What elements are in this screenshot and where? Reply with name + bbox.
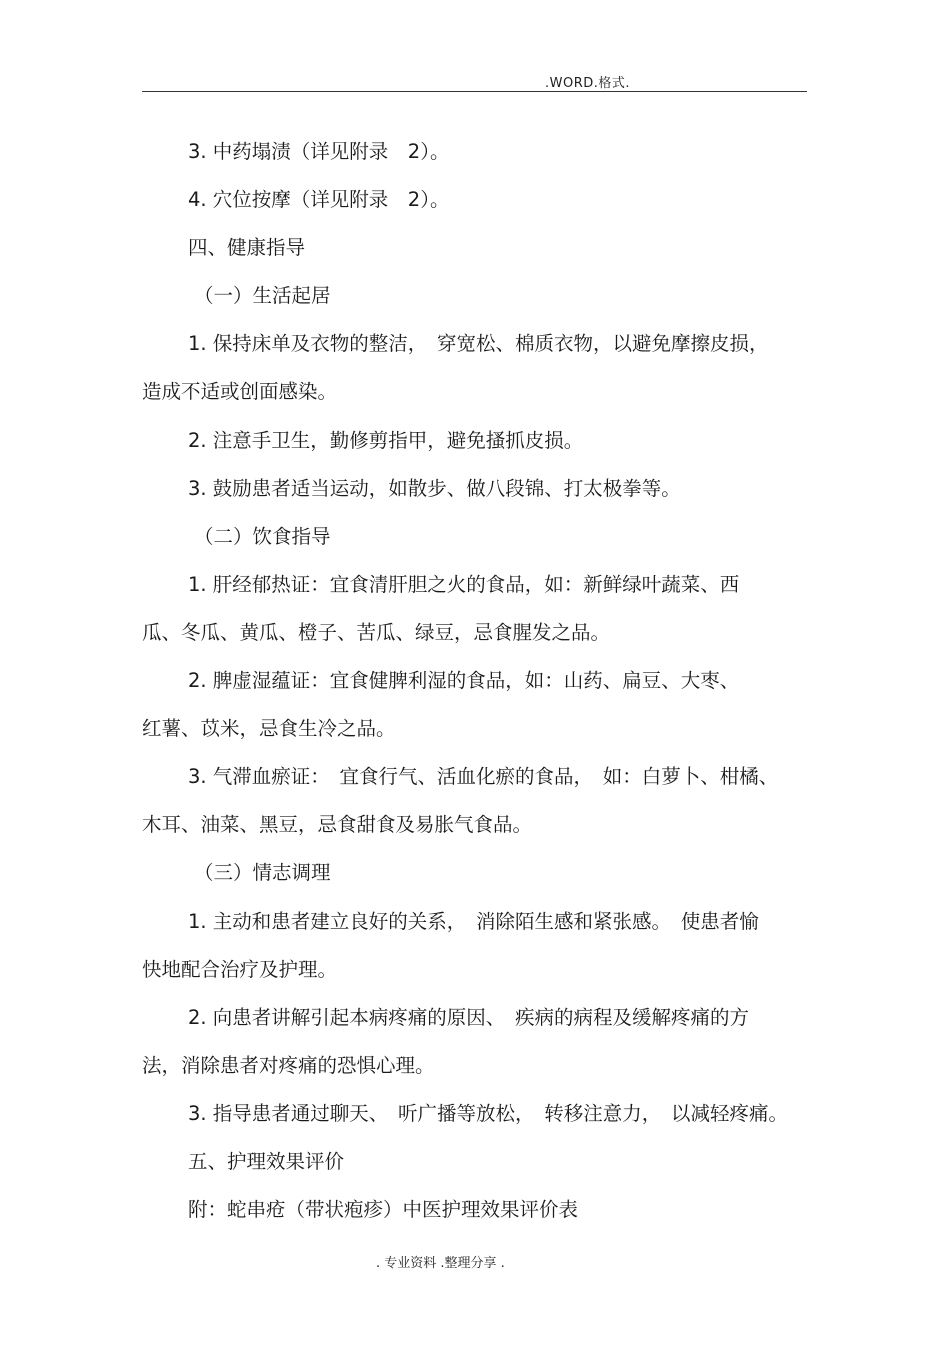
subsection-heading: （一）生活起居 bbox=[194, 284, 331, 308]
body-line: 快地配合治疗及护理。 bbox=[142, 957, 338, 981]
body-line: 2. 注意手卫生，勤修剪指甲，避免搔抓皮损。 bbox=[188, 428, 584, 452]
body-line: 3. 中药塌渍（详见附录 2）。 bbox=[188, 140, 450, 163]
appendix-title: 附：蛇串疮（带状疱疹）中医护理效果评价表 bbox=[188, 1198, 579, 1222]
body-line: 1. 保持床单及衣物的整洁， 穿宽松、棉质衣物，以避免摩擦皮损， bbox=[188, 332, 769, 356]
body-line: 造成不适或创面感染。 bbox=[142, 380, 338, 404]
body-line: 2. 脾虚湿蕴证：宜食健脾利湿的食品，如：山药、扁豆、大枣、 bbox=[188, 669, 740, 693]
header-divider bbox=[142, 91, 807, 92]
body-line: 法，消除患者对疼痛的恐惧心理。 bbox=[142, 1053, 435, 1077]
body-line: 1. 主动和患者建立良好的关系， 消除陌生感和紧张感。 使患者愉 bbox=[188, 909, 759, 933]
body-line: 3. 气滞血瘀证： 宜食行气、活血化瘀的食品， 如：白萝卜、柑橘、 bbox=[188, 765, 779, 789]
body-line: 红薯、苡米，忌食生冷之品。 bbox=[142, 717, 396, 741]
document-body bbox=[142, 128, 810, 1234]
body-line: 木耳、油菜、黑豆，忌食甜食及易胀气食品。 bbox=[142, 813, 533, 837]
section-heading: 五、护理效果评价 bbox=[188, 1149, 345, 1173]
subsection-heading: （三）情志调理 bbox=[194, 861, 331, 885]
body-line: 瓜、冬瓜、黄瓜、橙子、苦瓜、绿豆，忌食腥发之品。 bbox=[142, 620, 611, 644]
subsection-heading: （二）饮食指导 bbox=[194, 524, 331, 548]
section-heading: 四、健康指导 bbox=[188, 236, 306, 260]
page-footer-label: . 专业资料 .整理分享 . bbox=[376, 1256, 505, 1271]
body-line: 2. 向患者讲解引起本病疼痛的原因、 疾病的病程及缓解疼痛的方 bbox=[188, 1005, 750, 1029]
body-line: 1. 肝经郁热证：宜食清肝胆之火的食品，如：新鲜绿叶蔬菜、西 bbox=[188, 572, 740, 596]
body-line: 4. 穴位按摩（详见附录 2）。 bbox=[188, 188, 450, 212]
page-header-label: .WORD.格式. bbox=[545, 76, 631, 91]
body-line: 3. 指导患者通过聊天、 听广播等放松， 转移注意力， 以减轻疼痛。 bbox=[188, 1101, 789, 1125]
body-line: 3. 鼓励患者适当运动，如散步、做八段锦、打太极拳等。 bbox=[188, 476, 681, 500]
